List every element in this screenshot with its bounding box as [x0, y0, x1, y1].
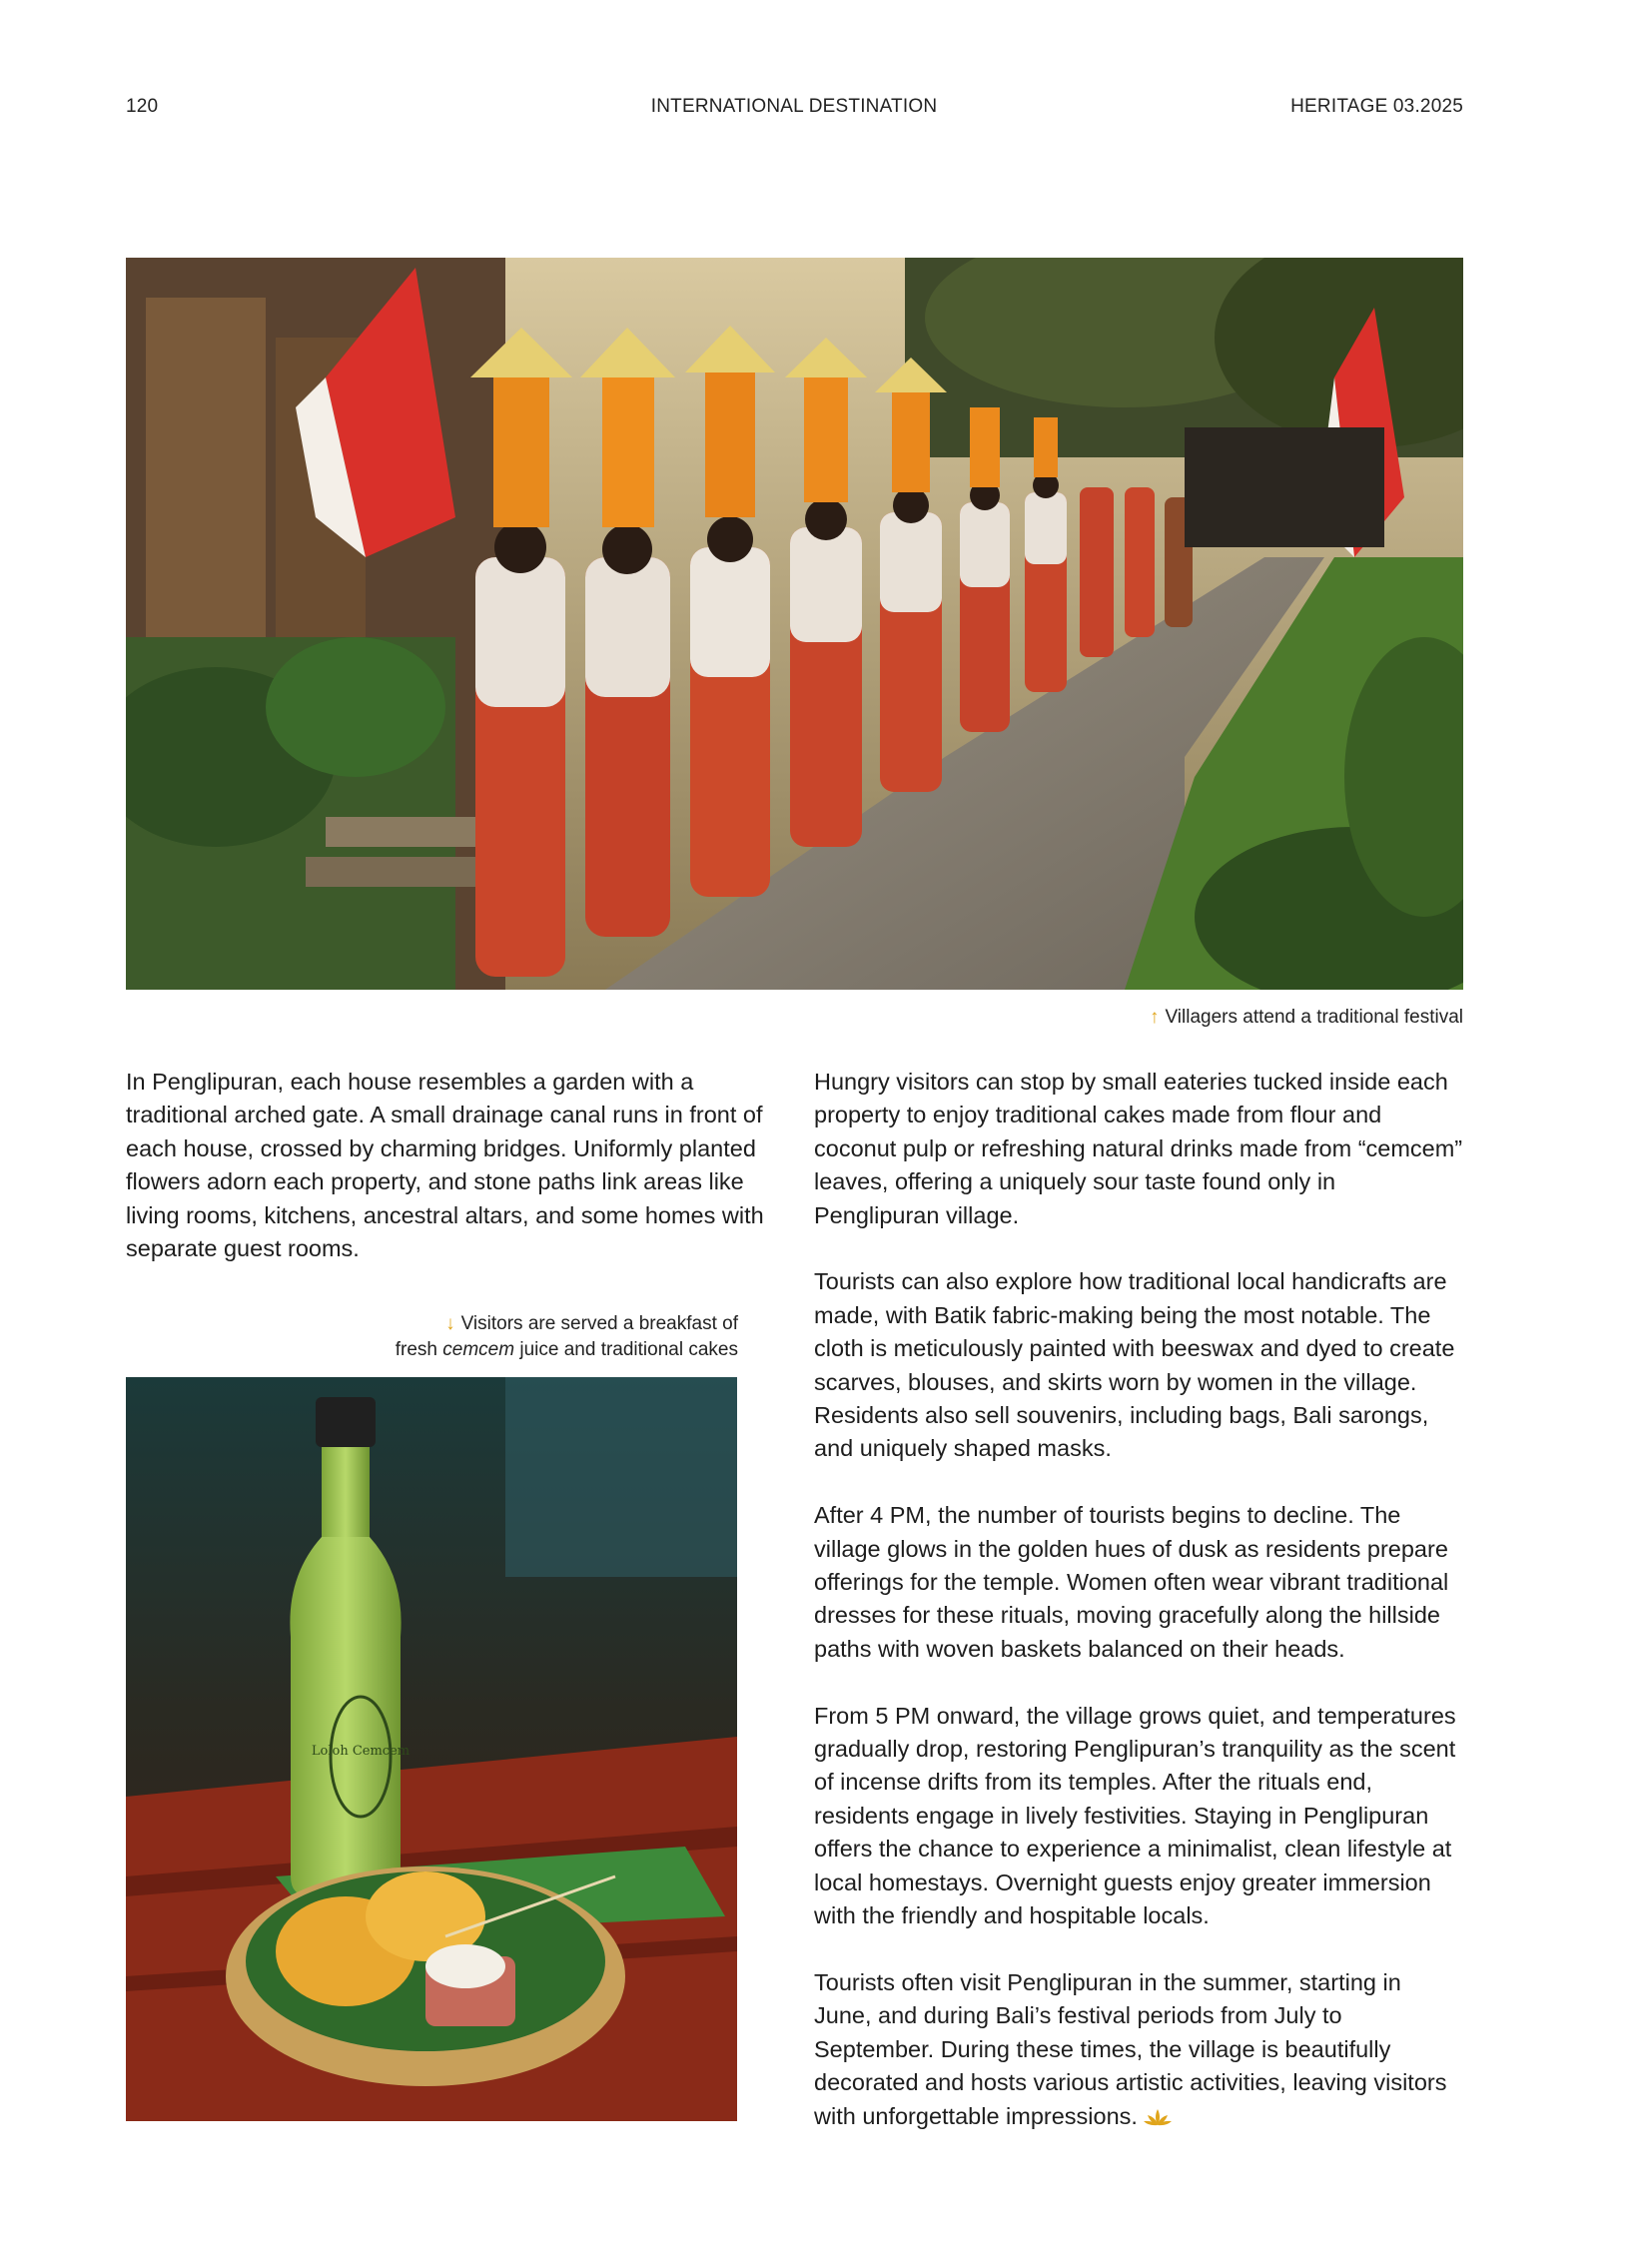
caption-line-2-em: cemcem: [442, 1339, 515, 1360]
page-number: 120: [126, 96, 159, 117]
caption-line-2-pre: fresh: [395, 1339, 443, 1360]
paragraph: In Penglipuran, each house resembles a garden with a traditional arched gate. A small drainage canal runs in front of each house, crossed by charming bridges. Uniformly planted flowers adorn each property, and stone paths link areas like living rooms, kitchens, ancestral altars, and some homes with separate guest rooms.: [126, 1069, 764, 1262]
paragraph-last: [814, 1966, 1463, 2133]
caption-text: Villagers attend a traditional festival: [1165, 1007, 1463, 1028]
right-column: [814, 1066, 1463, 2166]
festival-photo: [126, 258, 1463, 990]
bottle-label: Loloh Cemcem: [311, 1744, 411, 1759]
caption-line-2-post: juice and traditional cakes: [514, 1339, 738, 1360]
arrow-down-icon: ↓: [445, 1313, 455, 1334]
issue-label: HERITAGE 03.2025: [1290, 96, 1463, 117]
paragraph: After 4 PM, the number of tourists begins to decline. The village glows in the golden hues of dusk as residents prepare offerings for the temple. Women often wear vibrant traditional dresses for these rituals, moving gracefully along the hillside paths with woven baskets balanced on their heads.: [814, 1502, 1449, 1662]
paragraph-text: Tourists often visit Penglipuran in the summer, starting in June, and during Bali’s festival periods from July to September. During these times, the village is beautifully decorated and hosts various artistic activities, leaving visitors with unforgettable impressions.: [814, 1968, 1447, 2129]
arrow-up-icon: ↑: [1149, 1007, 1160, 1028]
lotus-icon: [1144, 2103, 1172, 2123]
caption-line-1: Visitors are served a breakfast of: [460, 1313, 738, 1334]
left-column: [126, 1066, 775, 1299]
paragraph: Hungry visitors can stop by small eateries tucked inside each property to enjoy traditional cakes made from flour and coconut pulp or refreshing natural drinks made from “cemcem” leaves, offering a uniquely sour taste found only in Penglipuran village.: [814, 1069, 1463, 1228]
festival-photo-caption: [1150, 1005, 1463, 1031]
food-photo: [126, 1377, 737, 2121]
food-photo-caption: [239, 1311, 738, 1363]
paragraph: From 5 PM onward, the village grows quiet, and temperatures gradually drop, restoring Penglipuran’s tranquility as the scent of incense drifts from its temples. After the rituals end, residents engage in lively festivities. Staying in Penglipuran offers the chance to experience a minimalist, clean lifestyle at local homestays. Overnight guests enjoy greater immersion with the friendly and hospitable locals.: [814, 1702, 1456, 1929]
section-title: INTERNATIONAL DESTINATION: [650, 96, 938, 117]
paragraph: Tourists can also explore how traditional local handicrafts are made, with Batik fabric-making being the most notable. The cloth is meticulously painted with beeswax and dyed to create scarves, blouses, and skirts worn by women in the village. Residents also sell souvenirs, including bags, Bali sarongs, and uniquely shaped masks.: [814, 1268, 1455, 1462]
